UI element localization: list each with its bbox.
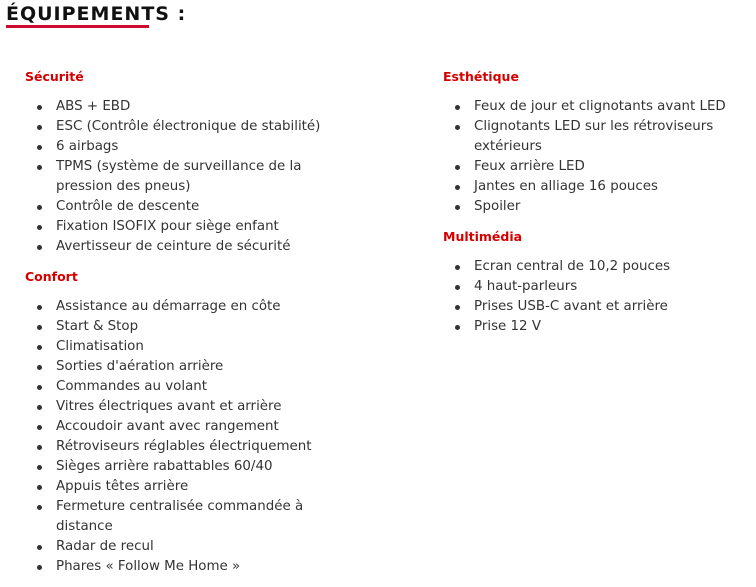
list-item: Clignotants LED sur les rétroviseurs extérieurs	[443, 117, 754, 157]
list-item: Feux de jour et clignotants avant LED	[443, 97, 748, 117]
bullet-icon	[455, 105, 460, 110]
bullet-icon	[455, 305, 460, 310]
bullet-icon	[37, 145, 42, 150]
feature-list	[25, 297, 415, 577]
bullet-icon	[37, 345, 42, 350]
bullet-icon	[455, 125, 460, 130]
bullet-icon	[455, 165, 460, 170]
section-securite	[25, 67, 415, 257]
list-item: Ecran central de 10,2 pouces	[443, 257, 748, 277]
list-item: ESC (Contrôle électronique de stabilité)	[25, 117, 415, 137]
bullet-icon	[37, 425, 42, 430]
list-item: 6 airbags	[25, 137, 415, 157]
list-item: Phares « Follow Me Home »	[25, 557, 415, 577]
list-item: Prises USB-C avant et arrière	[443, 297, 748, 317]
bullet-icon	[455, 285, 460, 290]
page-title: ÉQUIPEMENTS :	[6, 3, 187, 25]
section-title: Esthétique	[443, 69, 519, 84]
list-item: Start & Stop	[25, 317, 415, 337]
left-column	[25, 67, 415, 577]
bullet-icon	[37, 505, 42, 510]
bullet-icon	[37, 105, 42, 110]
list-item: 4 haut-parleurs	[443, 277, 748, 297]
bullet-icon	[37, 545, 42, 550]
list-item: Jantes en alliage 16 pouces	[443, 177, 748, 197]
bullet-icon	[37, 445, 42, 450]
list-item: Feux arrière LED	[443, 157, 748, 177]
bullet-icon	[455, 265, 460, 270]
list-item: Sorties d'aération arrière	[25, 357, 415, 377]
section-title: Multimédia	[443, 229, 523, 244]
list-item: Fermeture centralisée commandée à distance	[25, 497, 346, 537]
bullet-icon	[37, 405, 42, 410]
bullet-icon	[37, 485, 42, 490]
bullet-icon	[37, 245, 42, 250]
list-item: Avertisseur de ceinture de sécurité	[25, 237, 415, 257]
list-item: Assistance au démarrage en côte	[25, 297, 415, 317]
bullet-icon	[37, 385, 42, 390]
bullet-icon	[37, 225, 42, 230]
list-item: Appuis têtes arrière	[25, 477, 415, 497]
list-item: Accoudoir avant avec rangement	[25, 417, 415, 437]
section-esthetique	[443, 67, 748, 217]
list-item: Prise 12 V	[443, 317, 748, 337]
section-multimedia	[443, 227, 748, 337]
list-item: Climatisation	[25, 337, 415, 357]
bullet-icon	[37, 305, 42, 310]
list-item: Fixation ISOFIX pour siège enfant	[25, 217, 415, 237]
bullet-icon	[455, 185, 460, 190]
title-underline	[6, 25, 149, 28]
section-confort	[25, 267, 415, 577]
bullet-icon	[37, 325, 42, 330]
section-title: Confort	[25, 269, 78, 284]
bullet-icon	[37, 565, 42, 570]
right-column	[443, 67, 748, 337]
list-item: Commandes au volant	[25, 377, 415, 397]
list-item: ABS + EBD	[25, 97, 415, 117]
bullet-icon	[37, 125, 42, 130]
bullet-icon	[37, 365, 42, 370]
bullet-icon	[37, 465, 42, 470]
bullet-icon	[37, 205, 42, 210]
list-item: Radar de recul	[25, 537, 415, 557]
bullet-icon	[455, 205, 460, 210]
feature-list	[25, 97, 415, 257]
list-item: Contrôle de descente	[25, 197, 415, 217]
list-item: Sièges arrière rabattables 60/40	[25, 457, 415, 477]
feature-list	[443, 97, 748, 217]
feature-list	[443, 257, 748, 337]
bullet-icon	[455, 325, 460, 330]
section-title: Sécurité	[25, 69, 84, 84]
list-item: TPMS (système de surveillance de la pression des pneus)	[25, 157, 346, 197]
list-item: Rétroviseurs réglables électriquement	[25, 437, 415, 457]
list-item: Spoiler	[443, 197, 748, 217]
list-item: Vitres électriques avant et arrière	[25, 397, 415, 417]
bullet-icon	[37, 165, 42, 170]
